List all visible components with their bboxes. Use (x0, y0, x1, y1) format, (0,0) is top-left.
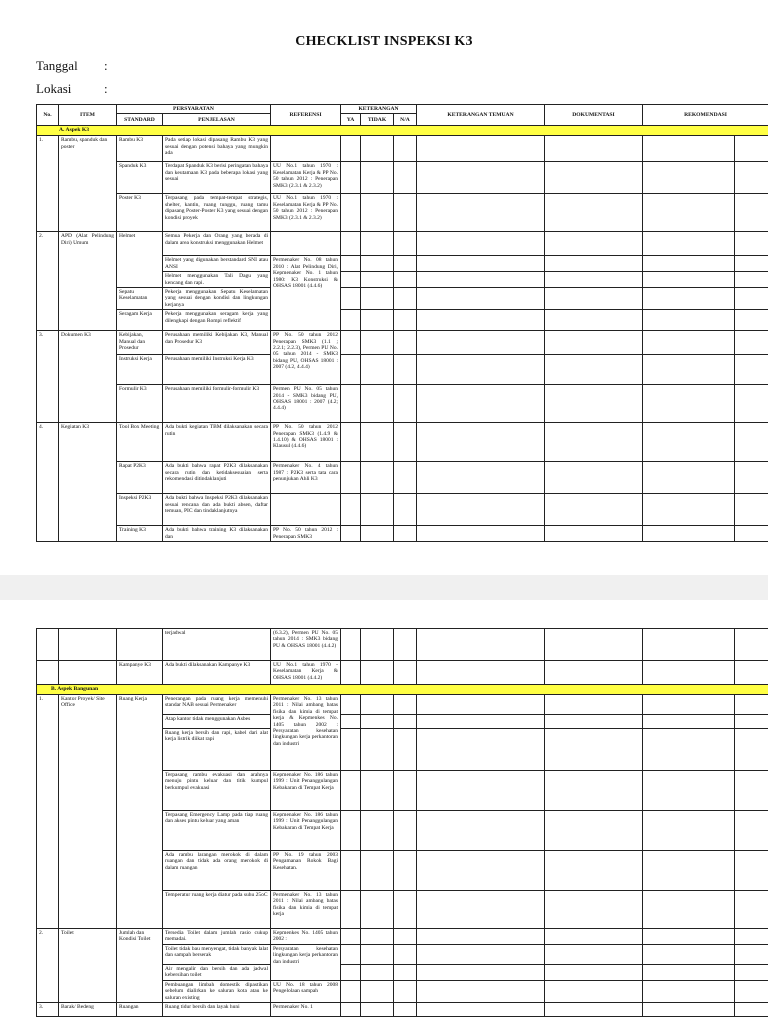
row-standard: Poster K3 (117, 194, 163, 232)
row-referensi: UU No. 18 tahun 2008 Pengelolaan sampah (271, 980, 341, 1002)
row-penjelasan: Perusahaan memiliki formulir-formulir K3 (163, 385, 271, 423)
row-standard: Ruangan (117, 1003, 163, 1017)
row-penjelasan: Helmet menggunakan Tali Dagu yang kencang dan rapi. (163, 272, 271, 288)
header-penjelasan: PENJELASAN (163, 114, 271, 126)
row-referensi: PP No. 50 tahun 2012 : Penerapan SMK3 (271, 526, 341, 542)
cell-dokumentasi[interactable] (545, 136, 643, 162)
row-penjelasan: Helmet yang digunakan berstandard SNI atau ANSI (163, 256, 271, 272)
row-referensi: Persyaratan kesehatan lingkungan kerja perkantoran dan industri (271, 945, 341, 981)
section-row (37, 126, 768, 136)
row-penjelasan: terjadwal (163, 629, 271, 661)
row-referensi (271, 136, 341, 162)
table-row (37, 194, 768, 232)
row-penjelasan: Ada bukti kegiatan TBM dilaksanakan secara rutin (163, 423, 271, 462)
header-referensi: REFERENSI (271, 105, 341, 126)
table-row (37, 1003, 768, 1017)
tanggal-row (36, 58, 108, 74)
table-row (37, 385, 768, 423)
tanggal-colon: : (104, 58, 108, 73)
cell-rekomendasi[interactable] (643, 136, 735, 162)
table-row (37, 423, 768, 462)
document-page-2 (0, 600, 768, 1024)
row-penjelasan: Ada bukti bahwa Inspeksi P2K3 dilaksanakan sesuai rencana dan ada bukti absen, daftar temuan, PIC dan tindaklanjutnya (163, 494, 271, 526)
row-penjelasan: Air mengalir dan bersih dan ada jadwal kebersihan toilet (163, 965, 271, 981)
row-no: 1. (37, 695, 59, 929)
row-penjelasan: Pekerja menggunakan seragam kerja yang dilengkapi dengan Rompi reflektif (163, 310, 271, 331)
row-referensi: Permenaker No. 13 tahun 2011 : Nilai ambang batas fisika dan kimia di tempat kerja & Kepmenkes No. 1405 tahun 2002 : Persyaratan kesehatan lingkungan kerja perkantoran dan industri (271, 695, 341, 771)
row-standard: Formulir K3 (117, 385, 163, 423)
header-persyaratan: PERSYARATAN (117, 105, 271, 114)
row-referensi: Kepmenaker No. 186 tahun 1999 : Unit Penanggulangan Kebakaran di Tempat Kerja (271, 771, 341, 811)
row-standard: Inspeksi P2K3 (117, 494, 163, 526)
row-referensi: Permenaker No. 1 (271, 1003, 341, 1017)
row-penjelasan: Temperatur ruang kerja diatur pada suhu 25oC (163, 891, 271, 929)
header-keterangan-temuan: KETERANGAN TEMUAN (417, 105, 545, 126)
row-referensi: Kepmenaker No. 186 tahun 1999 : Unit Penanggulangan Kebakaran di Tempat Kerja (271, 811, 341, 851)
lokasi-label: Lokasi (36, 81, 72, 96)
row-penjelasan: Ada bukti dilaksanakan Kampanye K3 (163, 661, 271, 685)
row-item: Toilet (59, 929, 117, 1003)
table-row (37, 310, 768, 331)
row-referensi: Permen PU No. 05 tahun 2014 - SMK3 bidang PU, OHSAS 18001 : 2007 (4.2; 4.4.4) (271, 385, 341, 423)
row-referensi: PP No. 50 tahun 2012 Penerapan SMK3 (1.4.9 & 1.4.10) & OHSAS 18001 : Klausul (4.4.6) (271, 423, 341, 462)
row-standard: Helmet (117, 232, 163, 288)
row-penjelasan: Terdapat Spanduk K3 berisi peringatan bahaya dan keutamaan K3 pada beberapa lokasi yang sesuai (163, 162, 271, 194)
header-keterangan: KETERANGAN (341, 105, 417, 114)
row-standard: Kampanye K3 (117, 661, 163, 685)
row-standard: Sepatu Keselamatan (117, 288, 163, 310)
row-standard: Ruang Kerja (117, 695, 163, 929)
row-referensi: (6.3.2), Permen PU No. 05 tahun 2014 : SMK3 bidang PU & OHSAS 18001 (4.4.2) (271, 629, 341, 661)
row-referensi: PP No. 19 tahun 2003 Pengamanan Rokok Bagi Kesehatan. (271, 851, 341, 891)
row-penjelasan: Semua Pekerja dan Orang yang berada di dalam area konstruksi menggunakan Helmet (163, 232, 271, 256)
section-row (37, 685, 768, 695)
checklist-table-page-2 (36, 628, 768, 1017)
row-standard: Jumlah dan Kondisi Toilet (117, 929, 163, 1003)
row-item: Kegiatan K3 (59, 423, 117, 542)
header-no: No. (37, 105, 59, 126)
header-tidak: TIDAK (361, 114, 394, 126)
row-penjelasan: Ruang tidur bersih dan layak huni (163, 1003, 271, 1017)
table-row (37, 526, 768, 542)
table-row (37, 162, 768, 194)
table-row (37, 661, 768, 685)
table-row (37, 136, 768, 162)
row-standard: Kebijakan, Manual dan Prosedur (117, 331, 163, 355)
table-row (37, 355, 768, 385)
row-item: Dokumen K3 (59, 331, 117, 423)
row-penjelasan: Toilet tidak bau menyengat, tidak banyak lalat dan sampah berserak (163, 945, 271, 965)
row-penjelasan: Tersedia Toilet dalam jumlah rasio cukup memadai. (163, 929, 271, 945)
cell-keterangan-temuan[interactable] (417, 136, 545, 162)
row-penjelasan: Ada bukti bahwa training K3 dilaksanakan dan (163, 526, 271, 542)
row-referensi: Permenaker No. 08 tahun 2010 : Alat Pelindung Diri, Kepmenaker No. 1 tahun 1980: K3 Konstruksi & OHSAS 18001 (4.4.6) (271, 256, 341, 331)
row-referensi: UU No.1 tahun 1970 : Keselamatan Kerja & PP No. 50 tahun 2012 : Penerapan SMK3 (2.3.1 & 2.3.2) (271, 162, 341, 194)
lokasi-colon: : (104, 81, 108, 96)
row-no: 2. (37, 232, 59, 331)
row-referensi: Kepmenkes No. 1405 tahun 2002 : (271, 929, 341, 945)
row-referensi: Permenaker No. 13 tahun 2011 : Nilai ambang batas fisika dan kimia di tempat kerja (271, 891, 341, 929)
row-no: 3. (37, 331, 59, 423)
table-row (37, 331, 768, 355)
row-standard: Spanduk K3 (117, 162, 163, 194)
row-item: Rambu, spanduk dan poster (59, 136, 117, 232)
row-item: Kantor Proyek/ Site Office (59, 695, 117, 929)
table-row (37, 695, 768, 715)
row-standard: Tool Box Meeting (117, 423, 163, 462)
row-penjelasan: Pembuangan limbah domestik dipastikan sebelum dialirkan ke saluran kota atau ke saluran existing (163, 980, 271, 1002)
row-penjelasan: Terpasang pada tempat-tempat strategis, shelter, kantin, ruang tunggu, ruang tamu dipasang Poster-Poster K3 yang sesuai dengan kondisi proyek (163, 194, 271, 232)
cell-ya[interactable] (341, 136, 361, 162)
cell-na[interactable] (394, 136, 417, 162)
row-penjelasan: Pada setiap lokasi dipasang Rambu K3 yang sesuai dengan potensi bahaya yang mungkin ada (163, 136, 271, 162)
row-standard: Seragam Kerja (117, 310, 163, 331)
table-row (37, 462, 768, 494)
row-item: APD (Alat Pelindung Diri) Umum (59, 232, 117, 331)
lokasi-row (36, 81, 108, 97)
row-no: 2. (37, 929, 59, 1003)
row-penjelasan: Ada rambu larangan merokok di dalam ruangan dan tidak ada orang merokok di dalam ruangan (163, 851, 271, 891)
row-penjelasan: Atap kantor tidak menggunakan Asbes (163, 715, 271, 729)
row-penjelasan: Perusahaan memiliki Instruksi Kerja K3 (163, 355, 271, 385)
table-row (37, 629, 768, 661)
table-row (37, 929, 768, 945)
row-no: 3. (37, 1003, 59, 1017)
row-penjelasan: Pekerja menggunakan Sepatu Keselamatan yang sesuai dengan kondisi dan lingkungan kerjanya (163, 288, 271, 310)
row-penjelasan: Penerangan pada ruang kerja memenuhi standar NAB sesuai Permenaker (163, 695, 271, 715)
header-standard: STANDARD (117, 114, 163, 126)
row-no: 1. (37, 136, 59, 232)
row-item: Barak/ Bedeng (59, 1003, 117, 1017)
checklist-table-page-1 (36, 104, 768, 542)
row-referensi: PP No. 50 tahun 2012 Penerapan SMK3 (1.1 ; 2.2.1; 2.2.3), Permen PU No. 05 tahun 2014 - SMK3 bidang PU, OHSAS 18001 : 2007 (4.2, 4.4.4) (271, 331, 341, 385)
header-ya: YA (341, 114, 361, 126)
document-title: CHECKLIST INSPEKSI K3 (295, 34, 473, 49)
header-na: N/A (394, 114, 417, 126)
row-no: 4. (37, 423, 59, 542)
row-penjelasan: Perusahaan memiliki Kebijakan K3, Manual dan Prosedur K3 (163, 331, 271, 355)
section-a-title: A. Aspek K3 (37, 126, 768, 136)
header-dokumentasi: DOKUMENTASI (545, 105, 643, 126)
row-standard: Rambu K3 (117, 136, 163, 162)
table-row (37, 232, 768, 256)
row-standard: Rapat P2K3 (117, 462, 163, 494)
tanggal-label: Tanggal (36, 58, 78, 73)
row-referensi: UU No.1 tahun 1970 : Keselamatan Kerja & PP No. 50 tahun 2012 : Penerapan SMK3 (2.3.1 & 2.3.2) (271, 194, 341, 232)
header-item: ITEM (59, 105, 117, 126)
row-penjelasan: Ada bukti bahwa rapat P2K3 dilaksanakan secara rutin dan ketidaksesuaian serta rekomendasi ditindaklanjuti (163, 462, 271, 494)
table-row (37, 288, 768, 310)
row-standard: Instruksi Kerja (117, 355, 163, 385)
row-penjelasan: Terpasang Emergency Lamp pada tiap ruang dan akses pintu keluar yang aman (163, 811, 271, 851)
row-penjelasan: Ruang kerja bersih dan rapi, kabel dari alat kerja listrik diikat rapi (163, 729, 271, 771)
section-b-title: B. Aspek Bangunan (37, 685, 768, 695)
table-row (37, 494, 768, 526)
row-standard: Training K3 (117, 526, 163, 542)
row-penjelasan: Terpasang rambu evakuasi dan arahnya menuju pintu keluar dan titik kumpul berkumpul evakuasi (163, 771, 271, 811)
cell-tidak[interactable] (361, 136, 394, 162)
header-rekomendasi: REKOMENDASI (643, 105, 768, 126)
row-referensi: UU No.1 tahun 1970 - Keselamatan Kerja & OHSAS 18001 (4.4.2) (271, 661, 341, 685)
row-referensi: Permenaker No. 4 tahun 1987 : P2K3 serta tata cara penunjukan Ahli K3 (271, 462, 341, 494)
